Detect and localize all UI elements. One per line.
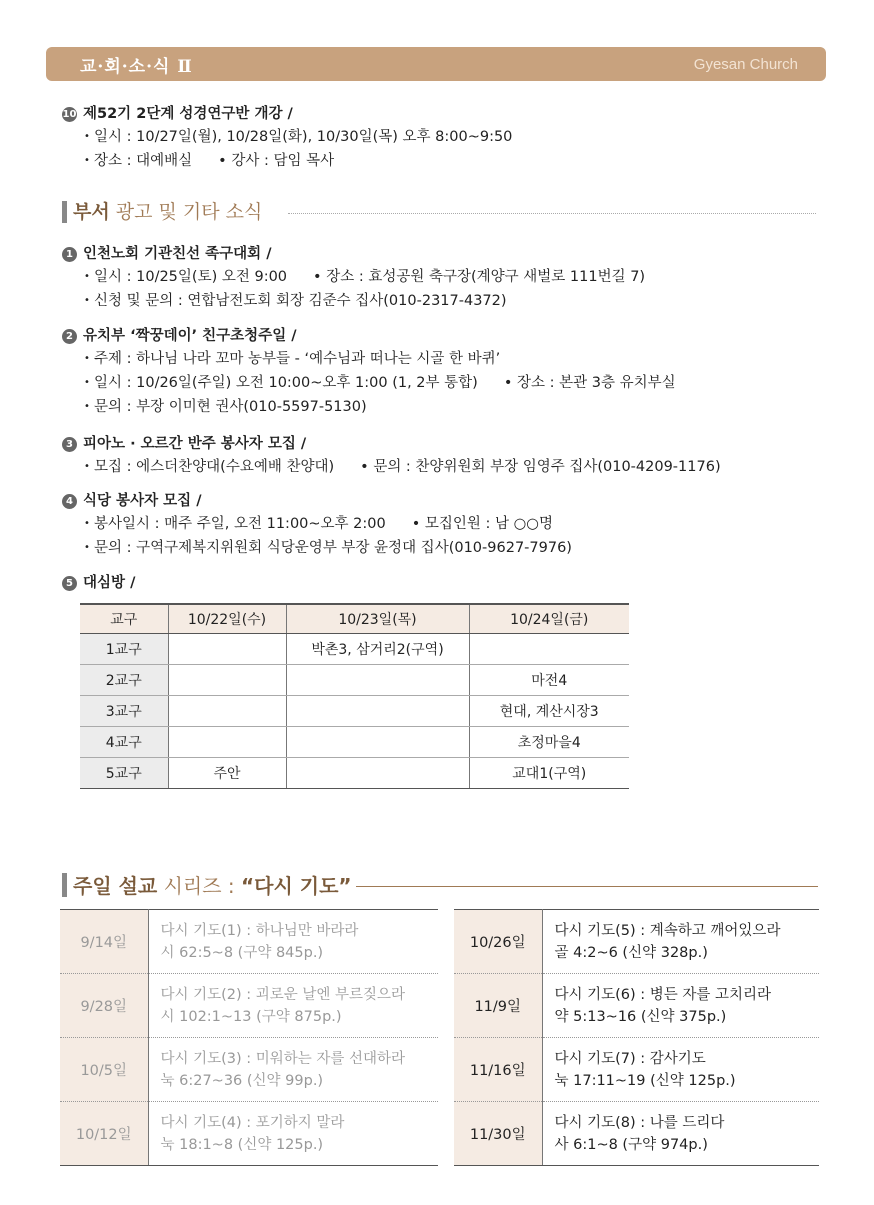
number-badge: 5 — [62, 576, 77, 591]
column-header: 교구 — [80, 604, 168, 634]
notice-line: • 일시 : 10/27일(월), 10/28일(화), 10/30일(목) 오후 8:00~9:50 — [62, 125, 512, 149]
number-badge: 1 — [62, 247, 77, 262]
column-header: 10/24일(금) — [469, 604, 629, 634]
heading-divider — [288, 213, 816, 214]
notice-title: 10 제52기 2단계 성경연구반 개강 / — [62, 106, 293, 122]
table-row: 9/28일 다시 기도(2) : 괴로운 날엔 부르짖으라 시 102:1~13 (구약 875p.) — [60, 974, 438, 1038]
number-badge: 3 — [62, 437, 77, 452]
church-name: Gyesan Church — [693, 56, 798, 73]
page-title: 교·회·소·식 Ⅱ — [80, 57, 193, 77]
visit-schedule-table — [80, 603, 629, 789]
table-row: 5교구 주안 교대1(구역) — [80, 758, 629, 789]
heading-bar — [62, 873, 67, 897]
table-row: 3교구 현대, 계산시장3 — [80, 696, 629, 727]
table-row: 10/26일 다시 기도(5) : 계속하고 깨어있으라 골 4:2~6 (신약 328p.) — [454, 910, 819, 974]
dept-item-3: 3 피아노 · 오르간 반주 봉사자 모집 / • 모집 : 에스더찬양대(수요예배 찬양대) • 문의 : 찬양위원회 부장 임영주 집사(010-4209-1176) — [62, 433, 721, 479]
dept-item-2: 2 유치부 ‘짝꿍데이’ 친구초청주일 / • 주제 : 하나님 나라 꼬마 농부들 - ‘예수님과 떠나는 시골 한 바퀴’ • 일시 : 10/26일(주일) 오전 10:00~오후 1:00 (1, 2부 통합) • 장소 : 본관 3층 유치부실 • 문의 : 부장 이미현 권사(010-5597-5130) — [62, 325, 676, 419]
sermon-table-right — [454, 909, 819, 1166]
dept-item-4: 4 식당 봉사자 모집 / • 봉사일시 : 매주 주일, 오전 11:00~오후 2:00 • 모집인원 : 남 ○○명 • 문의 : 구역구제복지위원회 식당운영부 부장 윤정대 집사(010-9627-7976) — [62, 490, 572, 560]
number-badge: 10 — [62, 109, 77, 120]
dept-item-1: 1 인천노회 기관친선 족구대회 / • 일시 : 10/25일(토) 오전 9:00 • 장소 : 효성공원 축구장(계양구 새벌로 111번길 7) • 신청 및 문의 : 연합남전도회 회장 김준수 집사(010-2317-4372) — [62, 243, 645, 313]
table-row: 9/14일 다시 기도(1) : 하나님만 바라라 시 62:5~8 (구약 845p.) — [60, 910, 438, 974]
heading-bar — [62, 201, 67, 223]
table-header-row — [80, 604, 629, 634]
column-header: 10/22일(수) — [168, 604, 286, 634]
number-badge: 4 — [62, 494, 77, 509]
table-row: 10/5일 다시 기도(3) : 미워하는 자를 선대하라 눅 6:27~36 (신약 99p.) — [60, 1038, 438, 1102]
page-header — [46, 47, 826, 81]
table-row: 4교구 초정마을4 — [80, 727, 629, 758]
heading-divider — [356, 886, 818, 887]
table-row: 10/12일 다시 기도(4) : 포기하지 말라 눅 18:1~8 (신약 125p.) — [60, 1102, 438, 1166]
sermon-section-heading: 주일 설교 시리즈 : “다시 기도” — [62, 870, 352, 902]
bible-study-notice — [62, 103, 512, 173]
column-header: 10/23일(목) — [286, 604, 469, 634]
sermon-table-left — [60, 909, 438, 1166]
table-row: 11/30일 다시 기도(8) : 나를 드리다 사 6:1~8 (구약 974p.) — [454, 1102, 819, 1166]
dept-item-5: 5 대심방 / — [62, 572, 135, 594]
notice-line: • 장소 : 대예배실 • 강사 : 담임 목사 — [62, 149, 512, 173]
number-badge: 2 — [62, 329, 77, 344]
table-row: 2교구 마전4 — [80, 665, 629, 696]
table-row: 1교구 박촌3, 삼거리2(구역) — [80, 634, 629, 665]
table-row: 11/9일 다시 기도(6) : 병든 자를 고치리라 약 5:13~16 (신약 375p.) — [454, 974, 819, 1038]
dept-section-heading: 부서 광고 및 기타 소식 — [62, 199, 262, 225]
table-row: 11/16일 다시 기도(7) : 감사기도 눅 17:11~19 (신약 125p.) — [454, 1038, 819, 1102]
